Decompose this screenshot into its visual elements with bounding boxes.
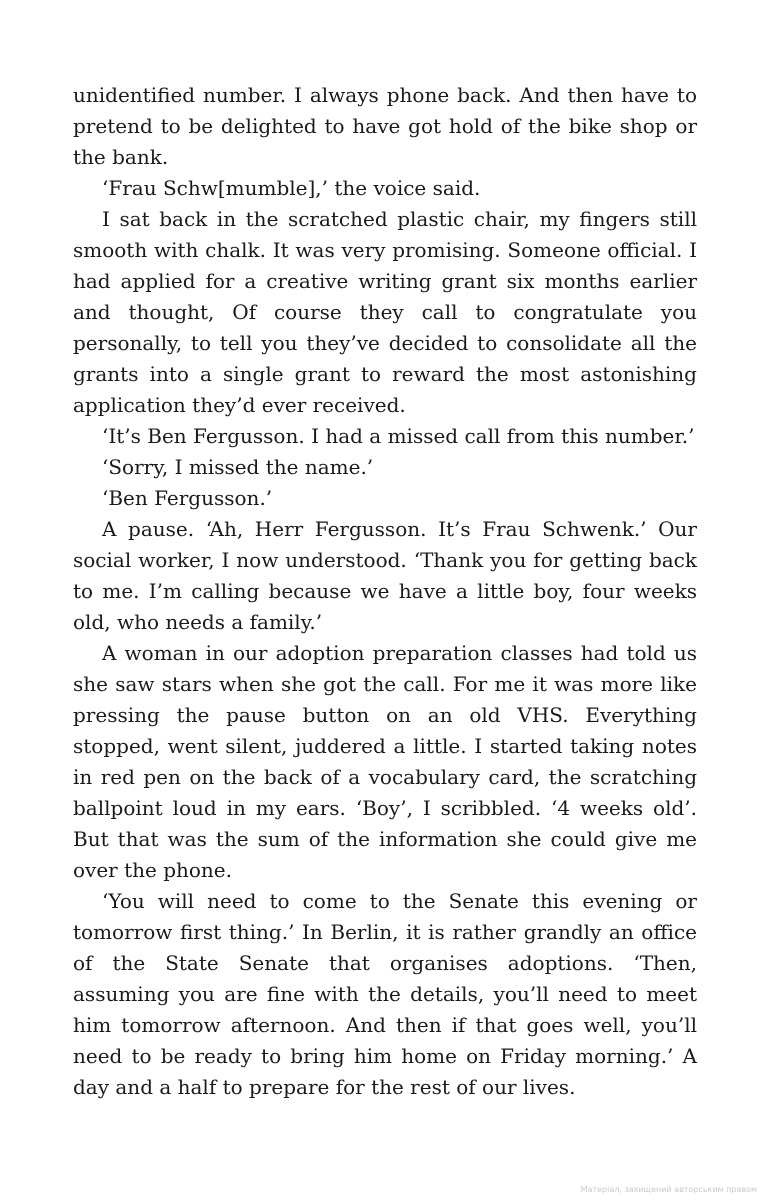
paragraph-7: A pause. ‘Ah, Herr Fergusson. It’s Frau Schwenk.’ Our social worker, I now understood. ‘Thank you for getting back to me. I’m calling because we have a little boy, four weeks old, who needs a family.’ — [73, 517, 697, 634]
paragraph-4: ‘It’s Ben Fergusson. I had a missed call from this number.’ — [102, 424, 695, 448]
copyright-watermark: Матеріал, захищений авторським правом — [580, 1185, 757, 1194]
paragraph-5: ‘Sorry, I missed the name.’ — [102, 455, 374, 479]
paragraph-8: A woman in our adoption preparation classes had told us she saw stars when she got the call. For me it was more like pressing the pause button on an old VHS. Everything stopped, went silent, juddered a little. I started taking notes in red pen on the back of a vocabulary card, the scratching ballpoint loud in my ears. ‘Boy’, I scribbled. ‘4 weeks old’. But that was the sum of the information she could give me over the phone. — [73, 641, 697, 882]
paragraph-9: ‘You will need to come to the Senate this evening or tomorrow first thing.’ In Berlin, it is rather grandly an office of the State Senate that organises adoptions. ‘Then, assuming you are fine with the details, you’ll need to meet him tomorrow afternoon. And then if that goes well, you’ll need to be ready to bring him home on Friday morning.’ A day and a half to prepare for the rest of our lives. — [73, 889, 697, 1099]
paragraph-6: ‘Ben Fergusson.’ — [102, 486, 273, 510]
paragraph-1: unidentified number. I always phone back. And then have to pretend to be delighted to have got hold of the bike shop or the bank. — [73, 83, 697, 169]
paragraph-3: I sat back in the scratched plastic chair, my fingers still smooth with chalk. It was very promising. Someone official. I had applied for a creative writing grant six months earlier and thought, Of course they call to congratulate you personally, to tell you they’ve decided to consolidate all the grants into a single grant to reward the most astonishing application they’d ever received. — [73, 207, 697, 417]
paragraph-2: ‘Frau Schw[mumble],’ the voice said. — [102, 176, 481, 200]
page-text — [73, 80, 697, 1103]
